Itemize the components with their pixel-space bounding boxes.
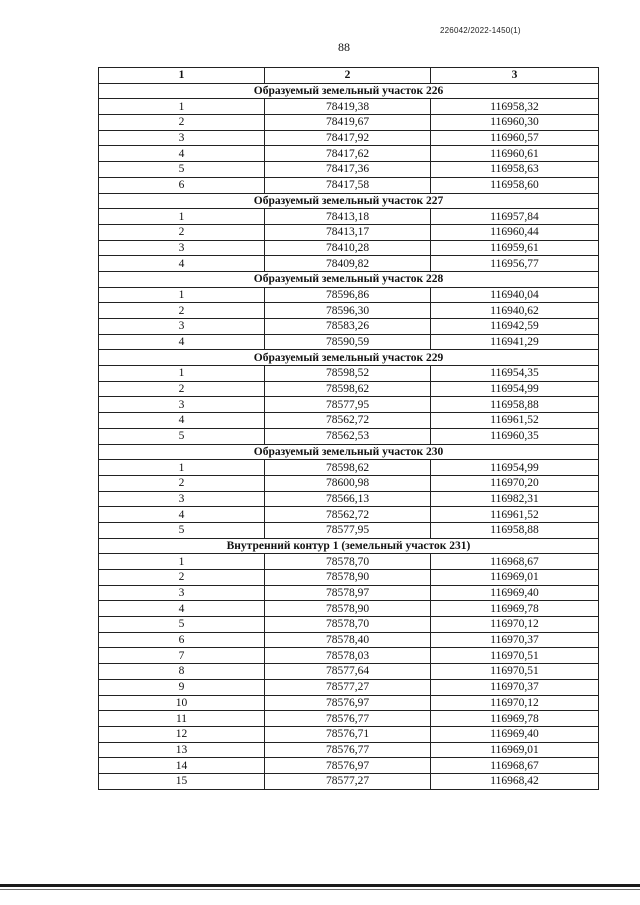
footer-rule-thin [0,889,640,890]
point-number-cell: 3 [99,585,265,601]
point-number-cell: 1 [99,209,265,225]
x-coordinate-cell: 78578,70 [265,617,431,633]
table-row [99,303,599,319]
point-number-cell: 4 [99,413,265,429]
point-number-cell: 7 [99,648,265,664]
point-number-cell: 3 [99,319,265,335]
y-coordinate-cell: 116961,52 [431,507,599,523]
y-coordinate-cell: 116960,44 [431,224,599,240]
y-coordinate-cell: 116960,30 [431,115,599,131]
x-coordinate-cell: 78562,72 [265,507,431,523]
column-header: 2 [265,68,431,84]
x-coordinate-cell: 78417,62 [265,146,431,162]
point-number-cell: 2 [99,381,265,397]
point-number-cell: 2 [99,570,265,586]
y-coordinate-cell: 116958,88 [431,522,599,538]
y-coordinate-cell: 116968,67 [431,758,599,774]
y-coordinate-cell: 116960,57 [431,130,599,146]
document-registration-number: 226042/2022-1450(1) [440,26,521,35]
point-number-cell: 3 [99,130,265,146]
point-number-cell: 1 [99,554,265,570]
x-coordinate-cell: 78413,17 [265,224,431,240]
y-coordinate-cell: 116961,52 [431,413,599,429]
y-coordinate-cell: 116969,78 [431,601,599,617]
x-coordinate-cell: 78566,13 [265,491,431,507]
section-header-row [99,83,599,99]
x-coordinate-cell: 78562,53 [265,428,431,444]
x-coordinate-cell: 78578,70 [265,554,431,570]
table-row [99,711,599,727]
y-coordinate-cell: 116969,01 [431,742,599,758]
x-coordinate-cell: 78562,72 [265,413,431,429]
y-coordinate-cell: 116970,51 [431,664,599,680]
table-row [99,648,599,664]
y-coordinate-cell: 116970,37 [431,632,599,648]
x-coordinate-cell: 78576,71 [265,726,431,742]
table-row [99,146,599,162]
point-number-cell: 1 [99,366,265,382]
table-row [99,224,599,240]
table-row [99,287,599,303]
page-number: 88 [338,40,350,54]
y-coordinate-cell: 116970,12 [431,695,599,711]
point-number-cell: 13 [99,742,265,758]
column-header: 1 [99,68,265,84]
table-row [99,256,599,272]
y-coordinate-cell: 116942,59 [431,319,599,335]
point-number-cell: 2 [99,115,265,131]
table-row [99,679,599,695]
section-header-row [99,193,599,209]
y-coordinate-cell: 116940,62 [431,303,599,319]
point-number-cell: 4 [99,507,265,523]
table-row [99,475,599,491]
table-row [99,601,599,617]
point-number-cell: 1 [99,99,265,115]
section-title: Образуемый земельный участок 229 [99,350,599,366]
y-coordinate-cell: 116959,61 [431,240,599,256]
point-number-cell: 8 [99,664,265,680]
y-coordinate-cell: 116969,40 [431,585,599,601]
section-title: Образуемый земельный участок 230 [99,444,599,460]
y-coordinate-cell: 116958,88 [431,397,599,413]
x-coordinate-cell: 78576,77 [265,742,431,758]
point-number-cell: 3 [99,491,265,507]
point-number-cell: 4 [99,256,265,272]
point-number-cell: 15 [99,773,265,789]
point-number-cell: 1 [99,460,265,476]
section-header-row [99,350,599,366]
x-coordinate-cell: 78413,18 [265,209,431,225]
table-row [99,115,599,131]
x-coordinate-cell: 78598,62 [265,460,431,476]
point-number-cell: 14 [99,758,265,774]
point-number-cell: 2 [99,224,265,240]
x-coordinate-cell: 78598,62 [265,381,431,397]
table-row [99,491,599,507]
table-row [99,162,599,178]
footer-rule [0,884,640,887]
section-title: Образуемый земельный участок 228 [99,271,599,287]
table-row [99,366,599,382]
y-coordinate-cell: 116954,35 [431,366,599,382]
y-coordinate-cell: 116958,60 [431,177,599,193]
point-number-cell: 10 [99,695,265,711]
table-row [99,570,599,586]
point-number-cell: 1 [99,287,265,303]
y-coordinate-cell: 116969,78 [431,711,599,727]
x-coordinate-cell: 78417,36 [265,162,431,178]
x-coordinate-cell: 78578,90 [265,601,431,617]
coordinates-table [98,67,599,790]
y-coordinate-cell: 116970,20 [431,475,599,491]
table-row [99,209,599,225]
x-coordinate-cell: 78578,97 [265,585,431,601]
y-coordinate-cell: 116969,01 [431,570,599,586]
y-coordinate-cell: 116960,61 [431,146,599,162]
table-row [99,397,599,413]
table-row [99,130,599,146]
table-row [99,742,599,758]
table-row [99,319,599,335]
x-coordinate-cell: 78577,64 [265,664,431,680]
table-row [99,507,599,523]
x-coordinate-cell: 78576,97 [265,758,431,774]
table-row [99,632,599,648]
point-number-cell: 4 [99,601,265,617]
x-coordinate-cell: 78590,59 [265,334,431,350]
table-row [99,381,599,397]
table-header-row [99,68,599,84]
y-coordinate-cell: 116960,35 [431,428,599,444]
point-number-cell: 2 [99,303,265,319]
x-coordinate-cell: 78583,26 [265,319,431,335]
x-coordinate-cell: 78417,92 [265,130,431,146]
point-number-cell: 11 [99,711,265,727]
section-title: Внутренний контур 1 (земельный участок 231) [99,538,599,554]
section-title: Образуемый земельный участок 226 [99,83,599,99]
section-header-row [99,538,599,554]
x-coordinate-cell: 78577,95 [265,397,431,413]
point-number-cell: 3 [99,397,265,413]
y-coordinate-cell: 116968,42 [431,773,599,789]
table-row [99,460,599,476]
y-coordinate-cell: 116970,51 [431,648,599,664]
x-coordinate-cell: 78409,82 [265,256,431,272]
point-number-cell: 3 [99,240,265,256]
point-number-cell: 9 [99,679,265,695]
x-coordinate-cell: 78576,77 [265,711,431,727]
table-row [99,334,599,350]
table-row [99,413,599,429]
x-coordinate-cell: 78596,30 [265,303,431,319]
x-coordinate-cell: 78578,90 [265,570,431,586]
x-coordinate-cell: 78577,27 [265,773,431,789]
y-coordinate-cell: 116982,31 [431,491,599,507]
x-coordinate-cell: 78576,97 [265,695,431,711]
table-row [99,99,599,115]
point-number-cell: 2 [99,475,265,491]
x-coordinate-cell: 78577,27 [265,679,431,695]
y-coordinate-cell: 116958,32 [431,99,599,115]
point-number-cell: 5 [99,522,265,538]
y-coordinate-cell: 116970,37 [431,679,599,695]
point-number-cell: 4 [99,146,265,162]
point-number-cell: 5 [99,428,265,444]
y-coordinate-cell: 116954,99 [431,381,599,397]
point-number-cell: 4 [99,334,265,350]
table-body [99,83,599,789]
x-coordinate-cell: 78419,38 [265,99,431,115]
x-coordinate-cell: 78578,03 [265,648,431,664]
y-coordinate-cell: 116940,04 [431,287,599,303]
table-row [99,726,599,742]
table-row [99,617,599,633]
table-row [99,585,599,601]
point-number-cell: 5 [99,617,265,633]
y-coordinate-cell: 116970,12 [431,617,599,633]
y-coordinate-cell: 116957,84 [431,209,599,225]
point-number-cell: 12 [99,726,265,742]
point-number-cell: 6 [99,177,265,193]
point-number-cell: 5 [99,162,265,178]
table-row [99,240,599,256]
table-row [99,664,599,680]
table-row [99,177,599,193]
x-coordinate-cell: 78417,58 [265,177,431,193]
table-row [99,695,599,711]
y-coordinate-cell: 116968,67 [431,554,599,570]
y-coordinate-cell: 116969,40 [431,726,599,742]
table-row [99,554,599,570]
section-header-row [99,271,599,287]
column-header: 3 [431,68,599,84]
x-coordinate-cell: 78419,67 [265,115,431,131]
x-coordinate-cell: 78598,52 [265,366,431,382]
section-title: Образуемый земельный участок 227 [99,193,599,209]
y-coordinate-cell: 116956,77 [431,256,599,272]
x-coordinate-cell: 78577,95 [265,522,431,538]
x-coordinate-cell: 78410,28 [265,240,431,256]
x-coordinate-cell: 78596,86 [265,287,431,303]
y-coordinate-cell: 116958,63 [431,162,599,178]
table-row [99,773,599,789]
point-number-cell: 6 [99,632,265,648]
y-coordinate-cell: 116954,99 [431,460,599,476]
table-row [99,522,599,538]
x-coordinate-cell: 78578,40 [265,632,431,648]
table-row [99,758,599,774]
x-coordinate-cell: 78600,98 [265,475,431,491]
section-header-row [99,444,599,460]
table-row [99,428,599,444]
y-coordinate-cell: 116941,29 [431,334,599,350]
